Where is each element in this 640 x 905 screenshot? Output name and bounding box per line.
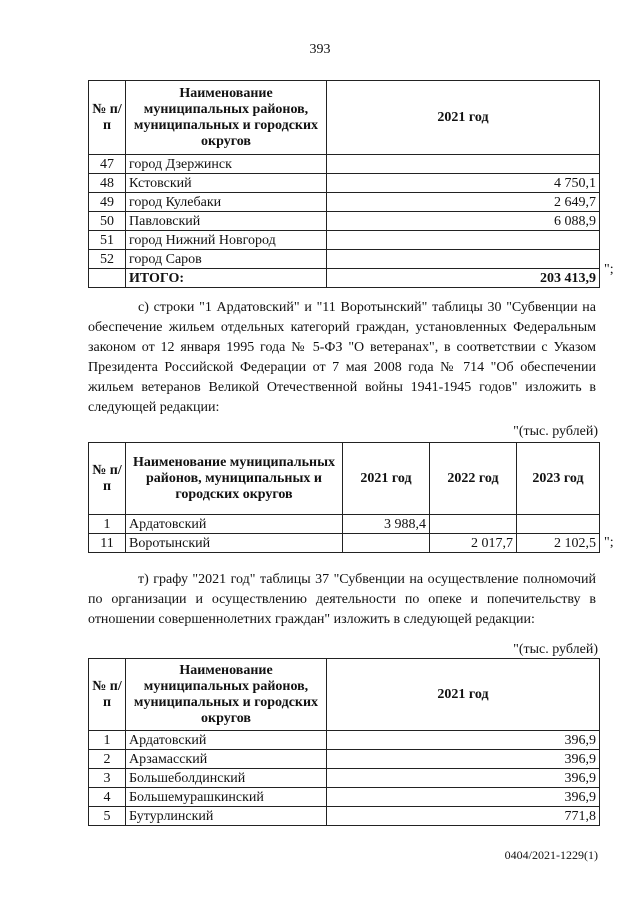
row-name: город Кулебаки: [126, 193, 327, 212]
units-label-2: "(тыс. рублей): [513, 642, 598, 657]
total-row: [89, 269, 600, 288]
header-2021: 2021 год: [343, 443, 430, 515]
header-name: Наименование муниципальных районов, муниципальных и городских округов: [126, 659, 327, 731]
row-name: Большеболдинский: [126, 769, 327, 788]
row-value: 4 750,1: [327, 174, 600, 193]
row-value: 771,8: [327, 807, 600, 826]
table-row: [89, 807, 600, 826]
row-name: Большемурашкинский: [126, 788, 327, 807]
paragraph-t: т) графу "2021 год" таблицы 37 "Субвенции на осуществление полномочий по организации и осуществлению деятельности по опеке и попечительству в отношении совершеннолетних граждан" изложить в следующей редакции:: [88, 572, 596, 627]
row-num: 2: [89, 750, 126, 769]
row-num: 51: [89, 231, 126, 250]
row-num: 47: [89, 155, 126, 174]
table-row: [89, 515, 600, 534]
table-header-row: [89, 659, 600, 731]
table-row: [89, 731, 600, 750]
row-name: город Саров: [126, 250, 327, 269]
table-row: [89, 212, 600, 231]
row-name: Павловский: [126, 212, 327, 231]
row-value: 6 088,9: [327, 212, 600, 231]
header-2021: 2021 год: [327, 81, 600, 155]
row-value: [327, 250, 600, 269]
row-value: 396,9: [327, 769, 600, 788]
row-num: 11: [89, 534, 126, 553]
header-num: № п/п: [89, 659, 126, 731]
header-2023: 2023 год: [517, 443, 600, 515]
row-value-2022: 2 017,7: [430, 534, 517, 553]
header-num: № п/п: [89, 81, 126, 155]
page-number: 393: [309, 42, 331, 57]
table-row: [89, 155, 600, 174]
header-2022: 2022 год: [430, 443, 517, 515]
row-name: Арзамасский: [126, 750, 327, 769]
row-name: Ардатовский: [126, 515, 343, 534]
row-name: Кстовский: [126, 174, 327, 193]
row-num: 49: [89, 193, 126, 212]
row-num: 1: [89, 731, 126, 750]
row-value: [327, 231, 600, 250]
row-num: 50: [89, 212, 126, 231]
header-name: Наименование муниципальных районов, муниципальных и городских округов: [126, 81, 327, 155]
row-num: 3: [89, 769, 126, 788]
row-num: 5: [89, 807, 126, 826]
table-1: [88, 80, 600, 288]
table-header-row: [89, 443, 600, 515]
row-name: Бутурлинский: [126, 807, 327, 826]
row-num: 4: [89, 788, 126, 807]
row-value-2023: [517, 515, 600, 534]
table-row: [89, 788, 600, 807]
row-value-2021: 3 988,4: [343, 515, 430, 534]
header-2021: 2021 год: [327, 659, 600, 731]
table-row: [89, 250, 600, 269]
row-value: 396,9: [327, 788, 600, 807]
row-value-2021: [343, 534, 430, 553]
row-num: 48: [89, 174, 126, 193]
row-value: 396,9: [327, 731, 600, 750]
header-num: № п/п: [89, 443, 126, 515]
row-value: [327, 155, 600, 174]
total-value: 203 413,9: [327, 269, 600, 288]
row-name: город Дзержинск: [126, 155, 327, 174]
row-name: Ардатовский: [126, 731, 327, 750]
header-name: Наименование муниципальных районов, муниципальных и городских округов: [126, 443, 343, 515]
table-row: [89, 174, 600, 193]
row-num: 52: [89, 250, 126, 269]
total-num: [89, 269, 126, 288]
table-row: [89, 534, 600, 553]
units-label-1: "(тыс. рублей): [513, 424, 598, 439]
table-row: [89, 769, 600, 788]
table-3: [88, 658, 600, 826]
row-name: город Нижний Новгород: [126, 231, 327, 250]
row-name: Воротынский: [126, 534, 343, 553]
row-value: 396,9: [327, 750, 600, 769]
table-row: [89, 750, 600, 769]
table-2-close-mark: ";: [604, 535, 614, 550]
row-value-2022: [430, 515, 517, 534]
total-label: ИТОГО:: [126, 269, 327, 288]
table-2: [88, 442, 600, 553]
document-code: 0404/2021-1229(1): [504, 848, 598, 862]
paragraph-s: с) строки "1 Ардатовский" и "11 Воротынский" таблицы 30 "Субвенции на обеспечение жильем отдельных категорий граждан, установленных Федеральным законом от 12 января 1995 года № 5-ФЗ "О ветеранах", в соответствии с Указом Президента Российской Федерации от 7 мая 2008 года № 714 "Об обеспечении жильем ветеранов Великой Отечественной войны 1941-1945 годов" изложить в следующей редакции:: [88, 300, 596, 415]
row-value: 2 649,7: [327, 193, 600, 212]
table-row: [89, 193, 600, 212]
table-header-row: [89, 81, 600, 155]
row-value-2023: 2 102,5: [517, 534, 600, 553]
table-row: [89, 231, 600, 250]
table-1-close-mark: ";: [604, 262, 614, 277]
row-num: 1: [89, 515, 126, 534]
